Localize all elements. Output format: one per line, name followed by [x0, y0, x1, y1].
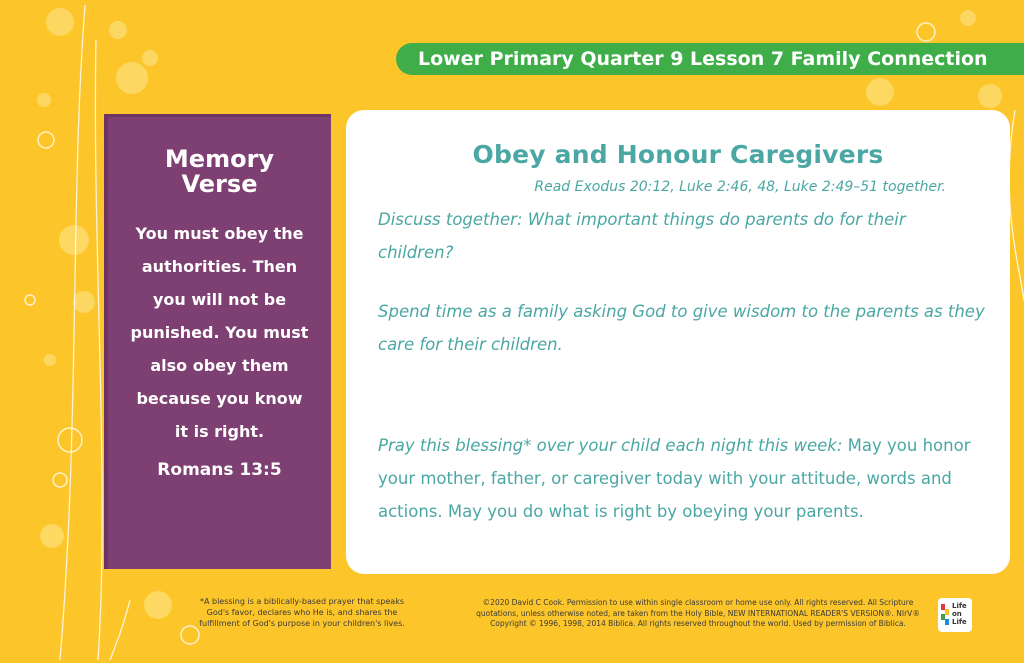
scripture-reading: Read Exodus 20:12, Luke 2:46, 48, Luke 2:49–51 together. [534, 179, 946, 195]
memory-verse-text: You must obey the authorities. Then you will not be punished. You must also obey them because you know it is right. [130, 224, 309, 441]
logo-line-1: Life [952, 602, 967, 610]
memory-verse-reference: Romans 13:5 [157, 460, 282, 480]
pray-intro: Pray this blessing* over your child each night this week: [378, 436, 843, 455]
memory-verse-panel [104, 114, 331, 569]
card-title: Obey and Honour Caregivers [472, 140, 884, 169]
logo-icon [941, 604, 950, 626]
logo-line-3: Life [952, 618, 967, 626]
life-on-life-logo [938, 598, 972, 632]
content-card [346, 110, 1010, 574]
discuss-paragraph: Discuss together: What important things do parents do for their children? [378, 210, 906, 262]
blessing-footnote: *A blessing is a biblically-based prayer that speaks God's favor, declares who He is, and shares the fulfillment of God's purpose in your children's lives. [199, 597, 405, 628]
logo-line-2: on [952, 610, 962, 618]
pray-paragraph [346, 429, 1010, 528]
header-title: Lower Primary Quarter 9 Lesson 7 Family Connection [418, 48, 988, 70]
copyright-notice: ©2020 David C Cook. Permission to use within single classroom or home use only. All rights reserved. All Scripture quotations, unless otherwise noted, are taken from the Holy Bible, NEW INTERNATIONAL READER'S VERSION®. NIrV® Copyright © 1996, 1998, 2014 Biblica. All rights reserved throughout the world. Used by permission of Biblica. [476, 598, 920, 628]
spend-time-paragraph: Spend time as a family asking God to give wisdom to the parents as they care for their children. [378, 302, 985, 354]
header-banner [396, 43, 1024, 75]
memory-verse-title: Memory Verse [164, 145, 275, 198]
pray-body: May you honor your mother, father, or caregiver today with your attitude, words and actions. May you do what is right by obeying your parents. [378, 436, 971, 521]
